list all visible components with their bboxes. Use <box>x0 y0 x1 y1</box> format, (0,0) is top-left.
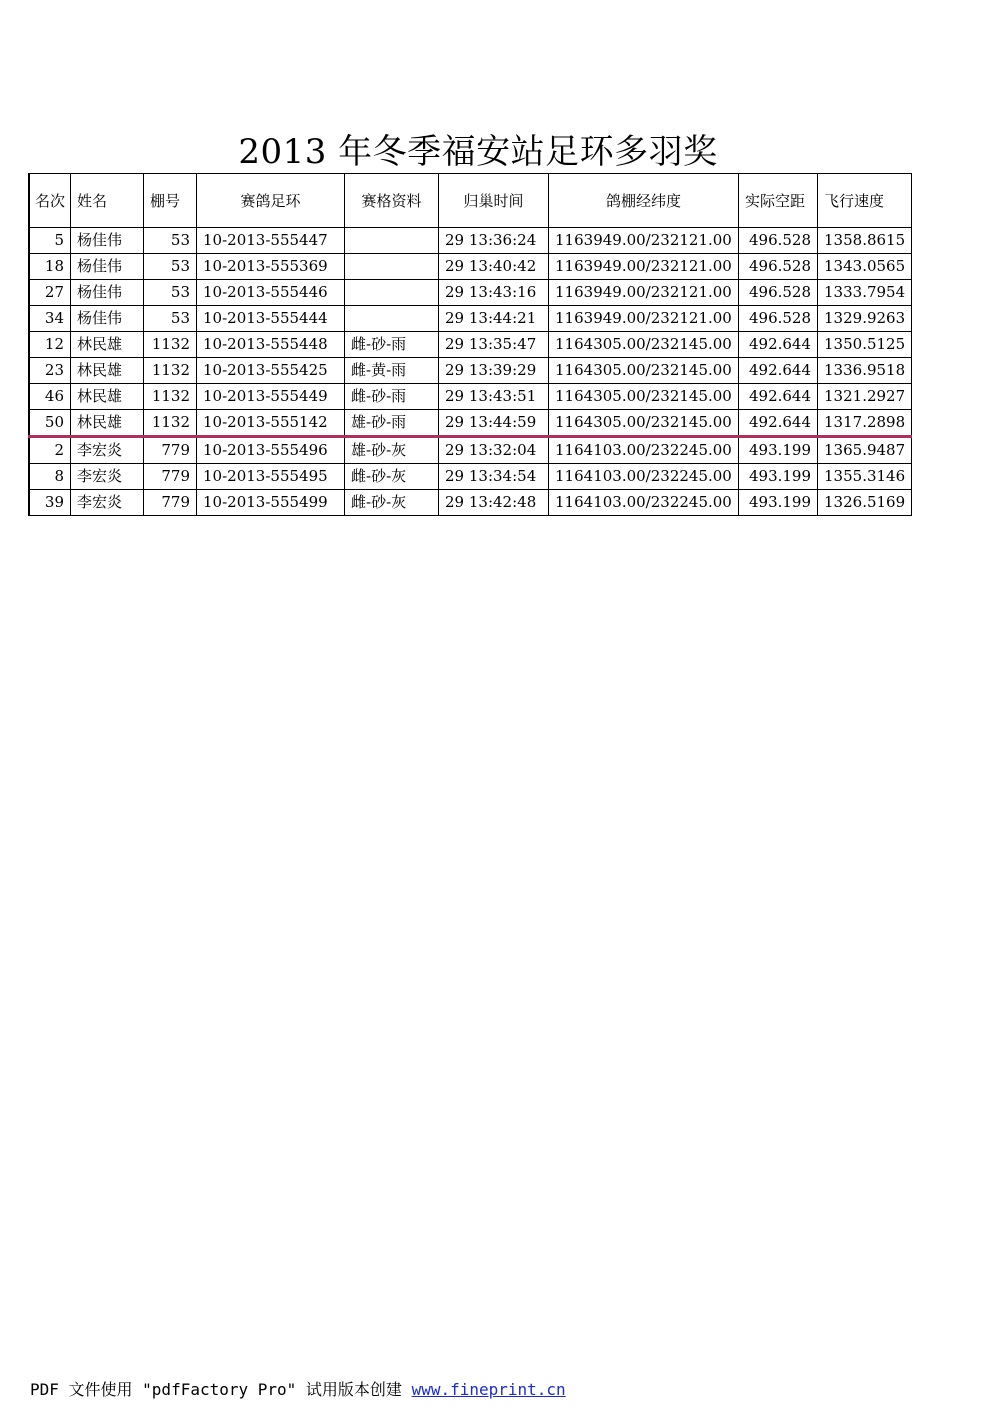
cell-info: 雌-砂-雨 <box>345 332 439 358</box>
header-name: 姓名 <box>71 174 144 228</box>
cell-loft: 53 <box>144 254 197 280</box>
cell-time: 29 13:44:59 <box>439 410 549 437</box>
cell-loft: 53 <box>144 228 197 254</box>
cell-loft: 779 <box>144 437 197 464</box>
cell-name: 杨佳伟 <box>71 306 144 332</box>
cell-distance: 492.644 <box>739 384 818 410</box>
table-row <box>29 332 912 358</box>
table-row <box>29 410 912 437</box>
cell-ring: 10-2013-555447 <box>197 228 345 254</box>
header-distance: 实际空距 <box>739 174 818 228</box>
cell-distance: 493.199 <box>739 464 818 490</box>
table-body <box>29 228 912 516</box>
cell-time: 29 13:36:24 <box>439 228 549 254</box>
cell-coords: 1164305.00/232145.00 <box>549 358 739 384</box>
cell-name: 林民雄 <box>71 358 144 384</box>
table-row <box>29 384 912 410</box>
header-info: 赛格资料 <box>345 174 439 228</box>
cell-speed: 1326.5169 <box>818 490 912 516</box>
cell-loft: 779 <box>144 490 197 516</box>
cell-coords: 1164103.00/232245.00 <box>549 437 739 464</box>
cell-distance: 496.528 <box>739 228 818 254</box>
cell-info: 雌-黄-雨 <box>345 358 439 384</box>
cell-time: 29 13:35:47 <box>439 332 549 358</box>
cell-info: 雄-砂-灰 <box>345 437 439 464</box>
cell-rank: 5 <box>29 228 71 254</box>
footer-text: PDF 文件使用 "pdfFactory Pro" 试用版本创建 <box>30 1380 412 1399</box>
cell-coords: 1163949.00/232121.00 <box>549 228 739 254</box>
cell-speed: 1321.2927 <box>818 384 912 410</box>
cell-ring: 10-2013-555142 <box>197 410 345 437</box>
cell-distance: 492.644 <box>739 358 818 384</box>
cell-time: 29 13:44:21 <box>439 306 549 332</box>
cell-loft: 1132 <box>144 358 197 384</box>
cell-coords: 1164305.00/232145.00 <box>549 410 739 437</box>
cell-distance: 492.644 <box>739 332 818 358</box>
table-row <box>29 228 912 254</box>
cell-distance: 493.199 <box>739 490 818 516</box>
header-ring: 赛鸽足环 <box>197 174 345 228</box>
cell-name: 李宏炎 <box>71 490 144 516</box>
cell-rank: 50 <box>29 410 71 437</box>
table-row <box>29 358 912 384</box>
header-rank: 名次 <box>29 174 71 228</box>
cell-rank: 23 <box>29 358 71 384</box>
cell-ring: 10-2013-555425 <box>197 358 345 384</box>
cell-name: 李宏炎 <box>71 464 144 490</box>
cell-time: 29 13:43:16 <box>439 280 549 306</box>
cell-info <box>345 306 439 332</box>
cell-loft: 1132 <box>144 410 197 437</box>
cell-coords: 1164103.00/232245.00 <box>549 490 739 516</box>
cell-speed: 1317.2898 <box>818 410 912 437</box>
cell-coords: 1164305.00/232145.00 <box>549 332 739 358</box>
cell-time: 29 13:32:04 <box>439 437 549 464</box>
cell-ring: 10-2013-555444 <box>197 306 345 332</box>
table-row <box>29 437 912 464</box>
cell-rank: 18 <box>29 254 71 280</box>
cell-rank: 2 <box>29 437 71 464</box>
cell-coords: 1163949.00/232121.00 <box>549 306 739 332</box>
cell-name: 林民雄 <box>71 410 144 437</box>
table-row <box>29 254 912 280</box>
footer <box>30 1377 566 1400</box>
cell-loft: 1132 <box>144 384 197 410</box>
header-time: 归巢时间 <box>439 174 549 228</box>
cell-speed: 1350.5125 <box>818 332 912 358</box>
cell-time: 29 13:40:42 <box>439 254 549 280</box>
cell-info: 雌-砂-灰 <box>345 490 439 516</box>
cell-coords: 1163949.00/232121.00 <box>549 254 739 280</box>
cell-ring: 10-2013-555369 <box>197 254 345 280</box>
table-row <box>29 490 912 516</box>
cell-rank: 12 <box>29 332 71 358</box>
cell-ring: 10-2013-555449 <box>197 384 345 410</box>
results-table <box>28 173 912 516</box>
cell-ring: 10-2013-555499 <box>197 490 345 516</box>
cell-rank: 34 <box>29 306 71 332</box>
cell-info: 雌-砂-雨 <box>345 384 439 410</box>
cell-coords: 1163949.00/232121.00 <box>549 280 739 306</box>
cell-speed: 1358.8615 <box>818 228 912 254</box>
cell-loft: 53 <box>144 280 197 306</box>
cell-coords: 1164103.00/232245.00 <box>549 464 739 490</box>
cell-distance: 493.199 <box>739 437 818 464</box>
table-row <box>29 464 912 490</box>
cell-speed: 1355.3146 <box>818 464 912 490</box>
cell-rank: 27 <box>29 280 71 306</box>
cell-speed: 1333.7954 <box>818 280 912 306</box>
cell-info: 雌-砂-灰 <box>345 464 439 490</box>
table-row <box>29 306 912 332</box>
cell-coords: 1164305.00/232145.00 <box>549 384 739 410</box>
cell-info <box>345 228 439 254</box>
cell-name: 杨佳伟 <box>71 228 144 254</box>
cell-info <box>345 280 439 306</box>
cell-name: 杨佳伟 <box>71 254 144 280</box>
cell-speed: 1365.9487 <box>818 437 912 464</box>
cell-ring: 10-2013-555496 <box>197 437 345 464</box>
header-loft: 棚号 <box>144 174 197 228</box>
cell-loft: 779 <box>144 464 197 490</box>
cell-time: 29 13:39:29 <box>439 358 549 384</box>
cell-ring: 10-2013-555446 <box>197 280 345 306</box>
cell-time: 29 13:43:51 <box>439 384 549 410</box>
cell-name: 林民雄 <box>71 332 144 358</box>
cell-time: 29 13:42:48 <box>439 490 549 516</box>
footer-link[interactable]: www.fineprint.cn <box>411 1380 566 1399</box>
cell-rank: 46 <box>29 384 71 410</box>
cell-rank: 39 <box>29 490 71 516</box>
cell-time: 29 13:34:54 <box>439 464 549 490</box>
cell-speed: 1329.9263 <box>818 306 912 332</box>
cell-loft: 1132 <box>144 332 197 358</box>
cell-speed: 1343.0565 <box>818 254 912 280</box>
cell-name: 杨佳伟 <box>71 280 144 306</box>
cell-distance: 492.644 <box>739 410 818 437</box>
cell-loft: 53 <box>144 306 197 332</box>
table-row <box>29 280 912 306</box>
cell-distance: 496.528 <box>739 306 818 332</box>
cell-info: 雄-砂-雨 <box>345 410 439 437</box>
cell-speed: 1336.9518 <box>818 358 912 384</box>
header-coords: 鸽棚经纬度 <box>549 174 739 228</box>
page-title: 2013 年冬季福安站足环多羽奖 <box>238 132 718 172</box>
cell-info <box>345 254 439 280</box>
cell-name: 李宏炎 <box>71 437 144 464</box>
cell-ring: 10-2013-555448 <box>197 332 345 358</box>
table-header-row <box>29 174 912 228</box>
cell-ring: 10-2013-555495 <box>197 464 345 490</box>
cell-rank: 8 <box>29 464 71 490</box>
header-speed: 飞行速度 <box>818 174 912 228</box>
cell-distance: 496.528 <box>739 280 818 306</box>
cell-distance: 496.528 <box>739 254 818 280</box>
cell-name: 林民雄 <box>71 384 144 410</box>
